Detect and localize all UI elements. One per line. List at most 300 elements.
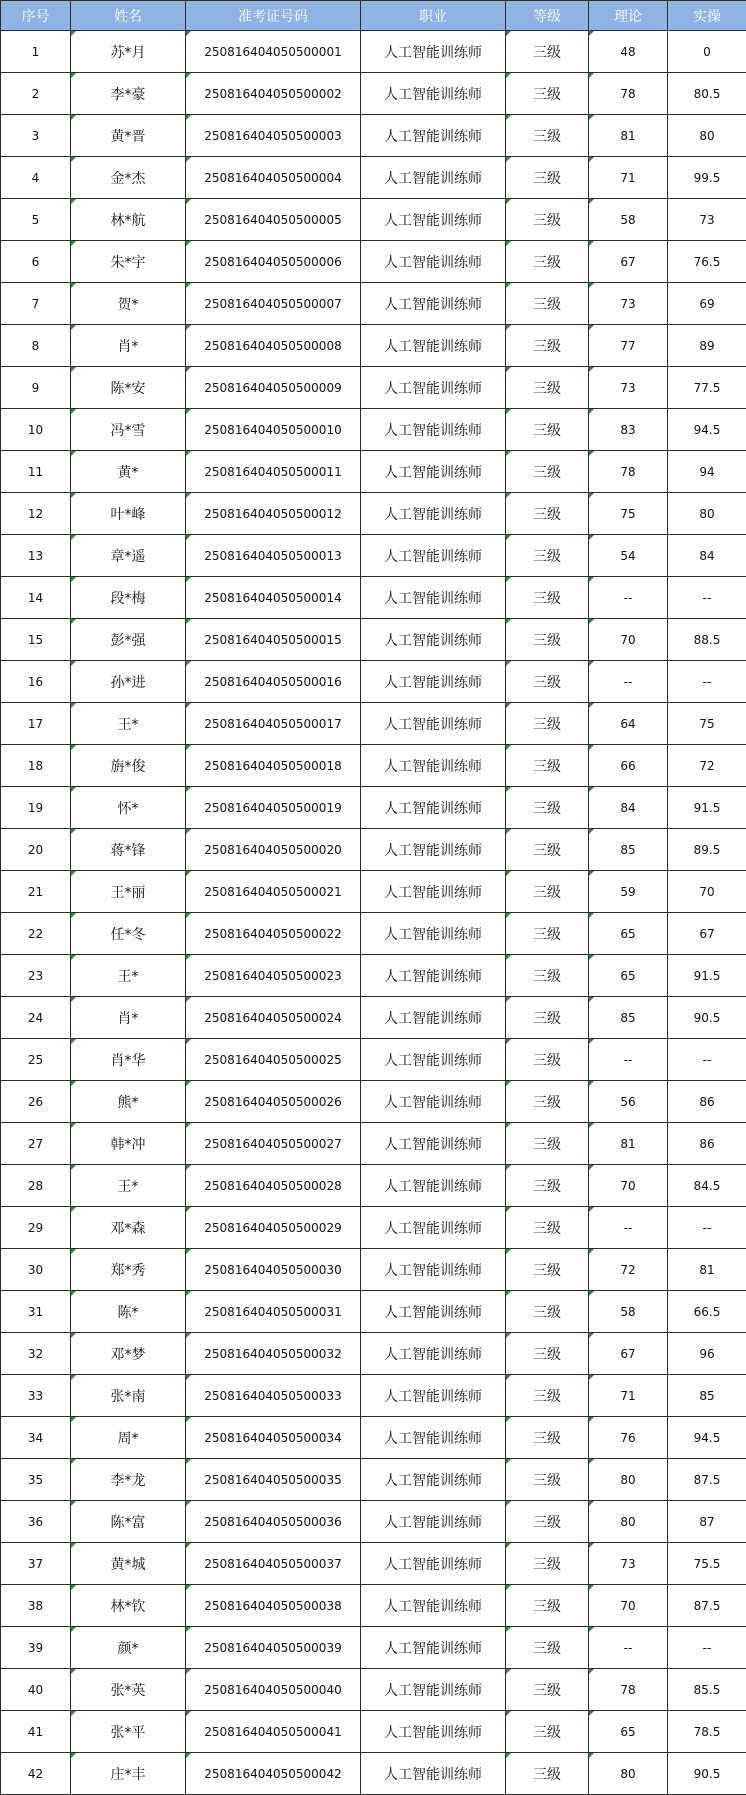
- cell-ticket-number: 250816404050500014: [186, 577, 361, 619]
- cell-name: 彭*强: [71, 619, 186, 661]
- cell-ticket-number: 250816404050500004: [186, 157, 361, 199]
- cell-practical: 81: [668, 1249, 746, 1291]
- cell-index: 5: [1, 199, 71, 241]
- table-row: [1, 1333, 746, 1375]
- cell-theory: 78: [589, 1669, 668, 1711]
- cell-name: 周*: [71, 1417, 186, 1459]
- cell-name: 孙*进: [71, 661, 186, 703]
- cell-name: 王*: [71, 1165, 186, 1207]
- cell-occupation: 人工智能训练师: [361, 829, 506, 871]
- cell-level: 三级: [506, 1417, 589, 1459]
- header-occupation: 职业: [361, 1, 506, 31]
- cell-occupation: 人工智能训练师: [361, 325, 506, 367]
- cell-level: 三级: [506, 31, 589, 73]
- cell-index: 7: [1, 283, 71, 325]
- cell-name: 金*杰: [71, 157, 186, 199]
- cell-practical: --: [668, 577, 746, 619]
- cell-level: 三级: [506, 1165, 589, 1207]
- cell-ticket-number: 250816404050500006: [186, 241, 361, 283]
- cell-theory: 78: [589, 73, 668, 115]
- cell-level: 三级: [506, 115, 589, 157]
- cell-practical: 80.5: [668, 73, 746, 115]
- cell-level: 三级: [506, 157, 589, 199]
- cell-name: 李*龙: [71, 1459, 186, 1501]
- cell-theory: 54: [589, 535, 668, 577]
- cell-practical: 89.5: [668, 829, 746, 871]
- table-row: [1, 745, 746, 787]
- cell-occupation: 人工智能训练师: [361, 1081, 506, 1123]
- cell-practical: 75.5: [668, 1543, 746, 1585]
- cell-name: 张*英: [71, 1669, 186, 1711]
- cell-level: 三级: [506, 997, 589, 1039]
- cell-level: 三级: [506, 577, 589, 619]
- cell-level: 三级: [506, 1039, 589, 1081]
- cell-theory: 58: [589, 1291, 668, 1333]
- cell-practical: --: [668, 1207, 746, 1249]
- table-row: [1, 703, 746, 745]
- table-row: [1, 325, 746, 367]
- cell-ticket-number: 250816404050500021: [186, 871, 361, 913]
- cell-level: 三级: [506, 1753, 589, 1795]
- table-row: [1, 577, 746, 619]
- cell-theory: 48: [589, 31, 668, 73]
- cell-occupation: 人工智能训练师: [361, 1711, 506, 1753]
- table-row: [1, 1627, 746, 1669]
- table-row: [1, 157, 746, 199]
- cell-name: 韩*冲: [71, 1123, 186, 1165]
- cell-name: 庄*丰: [71, 1753, 186, 1795]
- cell-level: 三级: [506, 1543, 589, 1585]
- cell-ticket-number: 250816404050500029: [186, 1207, 361, 1249]
- cell-level: 三级: [506, 1669, 589, 1711]
- cell-occupation: 人工智能训练师: [361, 745, 506, 787]
- cell-index: 3: [1, 115, 71, 157]
- table-row: [1, 1711, 746, 1753]
- cell-index: 36: [1, 1501, 71, 1543]
- cell-index: 32: [1, 1333, 71, 1375]
- cell-theory: --: [589, 661, 668, 703]
- cell-name: 叶*峰: [71, 493, 186, 535]
- cell-index: 13: [1, 535, 71, 577]
- cell-theory: 80: [589, 1459, 668, 1501]
- cell-occupation: 人工智能训练师: [361, 1501, 506, 1543]
- table-row: [1, 787, 746, 829]
- table-row: [1, 1249, 746, 1291]
- cell-occupation: 人工智能训练师: [361, 1585, 506, 1627]
- cell-index: 2: [1, 73, 71, 115]
- cell-name: 任*冬: [71, 913, 186, 955]
- cell-name: 林*钦: [71, 1585, 186, 1627]
- table-row: [1, 283, 746, 325]
- cell-occupation: 人工智能训练师: [361, 367, 506, 409]
- cell-name: 冯*雪: [71, 409, 186, 451]
- cell-practical: 84.5: [668, 1165, 746, 1207]
- cell-ticket-number: 250816404050500028: [186, 1165, 361, 1207]
- cell-level: 三级: [506, 199, 589, 241]
- cell-ticket-number: 250816404050500019: [186, 787, 361, 829]
- cell-index: 33: [1, 1375, 71, 1417]
- cell-theory: 71: [589, 157, 668, 199]
- cell-name: 肖*: [71, 997, 186, 1039]
- table-row: [1, 31, 746, 73]
- cell-index: 42: [1, 1753, 71, 1795]
- cell-level: 三级: [506, 1291, 589, 1333]
- cell-index: 11: [1, 451, 71, 493]
- cell-occupation: 人工智能训练师: [361, 1333, 506, 1375]
- cell-ticket-number: 250816404050500035: [186, 1459, 361, 1501]
- cell-ticket-number: 250816404050500042: [186, 1753, 361, 1795]
- cell-ticket-number: 250816404050500036: [186, 1501, 361, 1543]
- cell-theory: --: [589, 1039, 668, 1081]
- cell-occupation: 人工智能训练师: [361, 493, 506, 535]
- cell-level: 三级: [506, 1081, 589, 1123]
- cell-occupation: 人工智能训练师: [361, 1291, 506, 1333]
- cell-name: 邓*梦: [71, 1333, 186, 1375]
- cell-theory: 65: [589, 913, 668, 955]
- cell-occupation: 人工智能训练师: [361, 535, 506, 577]
- cell-level: 三级: [506, 493, 589, 535]
- cell-index: 19: [1, 787, 71, 829]
- cell-occupation: 人工智能训练师: [361, 955, 506, 997]
- cell-index: 37: [1, 1543, 71, 1585]
- cell-index: 12: [1, 493, 71, 535]
- cell-index: 16: [1, 661, 71, 703]
- cell-level: 三级: [506, 829, 589, 871]
- cell-index: 18: [1, 745, 71, 787]
- cell-ticket-number: 250816404050500027: [186, 1123, 361, 1165]
- cell-name: 苏*月: [71, 31, 186, 73]
- cell-level: 三级: [506, 1249, 589, 1291]
- cell-ticket-number: 250816404050500040: [186, 1669, 361, 1711]
- table-row: [1, 535, 746, 577]
- table-row: [1, 493, 746, 535]
- cell-ticket-number: 250816404050500013: [186, 535, 361, 577]
- table-row: [1, 367, 746, 409]
- cell-theory: 85: [589, 829, 668, 871]
- cell-occupation: 人工智能训练师: [361, 1249, 506, 1291]
- table-row: [1, 1375, 746, 1417]
- cell-practical: 88.5: [668, 619, 746, 661]
- cell-theory: 70: [589, 1585, 668, 1627]
- header-theory: 理论: [589, 1, 668, 31]
- table-row: [1, 1081, 746, 1123]
- cell-name: 蒋*锋: [71, 829, 186, 871]
- cell-theory: 73: [589, 367, 668, 409]
- cell-ticket-number: 250816404050500010: [186, 409, 361, 451]
- cell-level: 三级: [506, 451, 589, 493]
- cell-practical: 94.5: [668, 1417, 746, 1459]
- cell-occupation: 人工智能训练师: [361, 703, 506, 745]
- cell-ticket-number: 250816404050500026: [186, 1081, 361, 1123]
- cell-index: 40: [1, 1669, 71, 1711]
- cell-occupation: 人工智能训练师: [361, 1417, 506, 1459]
- cell-index: 28: [1, 1165, 71, 1207]
- cell-practical: --: [668, 1627, 746, 1669]
- table-row: [1, 199, 746, 241]
- cell-ticket-number: 250816404050500030: [186, 1249, 361, 1291]
- cell-level: 三级: [506, 1459, 589, 1501]
- cell-index: 21: [1, 871, 71, 913]
- cell-level: 三级: [506, 1333, 589, 1375]
- cell-level: 三级: [506, 955, 589, 997]
- table-row: [1, 1753, 746, 1795]
- cell-level: 三级: [506, 1501, 589, 1543]
- cell-level: 三级: [506, 1627, 589, 1669]
- cell-index: 23: [1, 955, 71, 997]
- cell-practical: 91.5: [668, 955, 746, 997]
- cell-ticket-number: 250816404050500041: [186, 1711, 361, 1753]
- cell-name: 郑*秀: [71, 1249, 186, 1291]
- cell-name: 黄*: [71, 451, 186, 493]
- cell-ticket-number: 250816404050500015: [186, 619, 361, 661]
- cell-theory: 56: [589, 1081, 668, 1123]
- cell-index: 1: [1, 31, 71, 73]
- cell-name: 陈*: [71, 1291, 186, 1333]
- cell-index: 30: [1, 1249, 71, 1291]
- cell-theory: --: [589, 577, 668, 619]
- cell-theory: 58: [589, 199, 668, 241]
- cell-theory: 67: [589, 241, 668, 283]
- cell-ticket-number: 250816404050500001: [186, 31, 361, 73]
- cell-occupation: 人工智能训练师: [361, 1123, 506, 1165]
- cell-occupation: 人工智能训练师: [361, 409, 506, 451]
- cell-index: 20: [1, 829, 71, 871]
- cell-practical: 70: [668, 871, 746, 913]
- cell-practical: 75: [668, 703, 746, 745]
- cell-practical: 85: [668, 1375, 746, 1417]
- cell-name: 肖*: [71, 325, 186, 367]
- cell-index: 6: [1, 241, 71, 283]
- cell-level: 三级: [506, 661, 589, 703]
- cell-occupation: 人工智能训练师: [361, 1375, 506, 1417]
- cell-name: 张*平: [71, 1711, 186, 1753]
- table-row: [1, 241, 746, 283]
- cell-ticket-number: 250816404050500023: [186, 955, 361, 997]
- cell-occupation: 人工智能训练师: [361, 1165, 506, 1207]
- cell-occupation: 人工智能训练师: [361, 661, 506, 703]
- cell-practical: 96: [668, 1333, 746, 1375]
- cell-occupation: 人工智能训练师: [361, 619, 506, 661]
- table-row: [1, 997, 746, 1039]
- cell-index: 24: [1, 997, 71, 1039]
- cell-occupation: 人工智能训练师: [361, 1207, 506, 1249]
- cell-practical: 77.5: [668, 367, 746, 409]
- cell-level: 三级: [506, 745, 589, 787]
- cell-ticket-number: 250816404050500024: [186, 997, 361, 1039]
- table-row: [1, 913, 746, 955]
- table-row: [1, 1669, 746, 1711]
- cell-level: 三级: [506, 409, 589, 451]
- cell-ticket-number: 250816404050500008: [186, 325, 361, 367]
- cell-ticket-number: 250816404050500009: [186, 367, 361, 409]
- cell-occupation: 人工智能训练师: [361, 577, 506, 619]
- cell-practical: 80: [668, 115, 746, 157]
- cell-name: 贺*: [71, 283, 186, 325]
- cell-ticket-number: 250816404050500034: [186, 1417, 361, 1459]
- table-row: [1, 829, 746, 871]
- cell-occupation: 人工智能训练师: [361, 1753, 506, 1795]
- table-row: [1, 955, 746, 997]
- cell-occupation: 人工智能训练师: [361, 283, 506, 325]
- cell-ticket-number: 250816404050500007: [186, 283, 361, 325]
- cell-index: 17: [1, 703, 71, 745]
- cell-ticket-number: 250816404050500032: [186, 1333, 361, 1375]
- cell-theory: 85: [589, 997, 668, 1039]
- cell-practical: 72: [668, 745, 746, 787]
- table-row: [1, 1207, 746, 1249]
- cell-practical: 66.5: [668, 1291, 746, 1333]
- cell-occupation: 人工智能训练师: [361, 913, 506, 955]
- cell-index: 8: [1, 325, 71, 367]
- table-row: [1, 1039, 746, 1081]
- table-row: [1, 1291, 746, 1333]
- cell-occupation: 人工智能训练师: [361, 787, 506, 829]
- cell-theory: 81: [589, 115, 668, 157]
- cell-name: 陈*安: [71, 367, 186, 409]
- cell-theory: 73: [589, 1543, 668, 1585]
- cell-practical: --: [668, 1039, 746, 1081]
- cell-level: 三级: [506, 1207, 589, 1249]
- cell-practical: 67: [668, 913, 746, 955]
- cell-index: 4: [1, 157, 71, 199]
- cell-practical: 87: [668, 1501, 746, 1543]
- cell-practical: 69: [668, 283, 746, 325]
- cell-name: 李*豪: [71, 73, 186, 115]
- cell-index: 26: [1, 1081, 71, 1123]
- cell-occupation: 人工智能训练师: [361, 73, 506, 115]
- cell-practical: 80: [668, 493, 746, 535]
- cell-ticket-number: 250816404050500011: [186, 451, 361, 493]
- cell-level: 三级: [506, 871, 589, 913]
- cell-index: 41: [1, 1711, 71, 1753]
- cell-practical: 84: [668, 535, 746, 577]
- table-row: [1, 1585, 746, 1627]
- cell-name: 旃*俊: [71, 745, 186, 787]
- cell-theory: 81: [589, 1123, 668, 1165]
- table-row: [1, 1417, 746, 1459]
- header-level: 等级: [506, 1, 589, 31]
- cell-theory: 71: [589, 1375, 668, 1417]
- cell-ticket-number: 250816404050500005: [186, 199, 361, 241]
- cell-occupation: 人工智能训练师: [361, 1669, 506, 1711]
- cell-theory: 78: [589, 451, 668, 493]
- cell-occupation: 人工智能训练师: [361, 1459, 506, 1501]
- cell-theory: 64: [589, 703, 668, 745]
- cell-practical: --: [668, 661, 746, 703]
- cell-practical: 0: [668, 31, 746, 73]
- cell-occupation: 人工智能训练师: [361, 157, 506, 199]
- cell-theory: 83: [589, 409, 668, 451]
- header-name: 姓名: [71, 1, 186, 31]
- cell-index: 10: [1, 409, 71, 451]
- cell-level: 三级: [506, 283, 589, 325]
- cell-theory: 76: [589, 1417, 668, 1459]
- cell-occupation: 人工智能训练师: [361, 199, 506, 241]
- cell-level: 三级: [506, 703, 589, 745]
- cell-theory: 70: [589, 1165, 668, 1207]
- cell-ticket-number: 250816404050500031: [186, 1291, 361, 1333]
- table-row: [1, 1501, 746, 1543]
- cell-level: 三级: [506, 1585, 589, 1627]
- cell-name: 怀*: [71, 787, 186, 829]
- cell-theory: --: [589, 1627, 668, 1669]
- cell-name: 段*梅: [71, 577, 186, 619]
- cell-practical: 86: [668, 1123, 746, 1165]
- cell-name: 朱*宇: [71, 241, 186, 283]
- cell-name: 黄*城: [71, 1543, 186, 1585]
- cell-theory: 67: [589, 1333, 668, 1375]
- cell-occupation: 人工智能训练师: [361, 871, 506, 913]
- cell-level: 三级: [506, 535, 589, 577]
- cell-theory: 70: [589, 619, 668, 661]
- cell-theory: 65: [589, 1711, 668, 1753]
- header-practical: 实操: [668, 1, 746, 31]
- cell-theory: 59: [589, 871, 668, 913]
- cell-theory: 72: [589, 1249, 668, 1291]
- cell-index: 39: [1, 1627, 71, 1669]
- cell-practical: 76.5: [668, 241, 746, 283]
- cell-level: 三级: [506, 787, 589, 829]
- cell-ticket-number: 250816404050500039: [186, 1627, 361, 1669]
- table-row: [1, 115, 746, 157]
- cell-name: 张*南: [71, 1375, 186, 1417]
- cell-practical: 90.5: [668, 1753, 746, 1795]
- table-row: [1, 1543, 746, 1585]
- cell-ticket-number: 250816404050500022: [186, 913, 361, 955]
- cell-occupation: 人工智能训练师: [361, 451, 506, 493]
- cell-theory: 75: [589, 493, 668, 535]
- cell-practical: 87.5: [668, 1459, 746, 1501]
- table-row: [1, 73, 746, 115]
- cell-practical: 87.5: [668, 1585, 746, 1627]
- cell-name: 王*: [71, 955, 186, 997]
- cell-name: 陈*富: [71, 1501, 186, 1543]
- cell-occupation: 人工智能训练师: [361, 31, 506, 73]
- cell-name: 熊*: [71, 1081, 186, 1123]
- cell-index: 31: [1, 1291, 71, 1333]
- cell-name: 邓*森: [71, 1207, 186, 1249]
- cell-index: 38: [1, 1585, 71, 1627]
- cell-index: 27: [1, 1123, 71, 1165]
- table-row: [1, 619, 746, 661]
- cell-practical: 94: [668, 451, 746, 493]
- cell-ticket-number: 250816404050500017: [186, 703, 361, 745]
- cell-theory: 73: [589, 283, 668, 325]
- cell-occupation: 人工智能训练师: [361, 1039, 506, 1081]
- cell-level: 三级: [506, 913, 589, 955]
- cell-index: 9: [1, 367, 71, 409]
- cell-practical: 99.5: [668, 157, 746, 199]
- cell-occupation: 人工智能训练师: [361, 1543, 506, 1585]
- cell-name: 王*丽: [71, 871, 186, 913]
- cell-ticket-number: 250816404050500018: [186, 745, 361, 787]
- cell-practical: 94.5: [668, 409, 746, 451]
- cell-ticket-number: 250816404050500016: [186, 661, 361, 703]
- cell-theory: --: [589, 1207, 668, 1249]
- table-row: [1, 451, 746, 493]
- cell-practical: 89: [668, 325, 746, 367]
- table-row: [1, 661, 746, 703]
- cell-index: 35: [1, 1459, 71, 1501]
- cell-level: 三级: [506, 73, 589, 115]
- cell-index: 29: [1, 1207, 71, 1249]
- cell-practical: 86: [668, 1081, 746, 1123]
- cell-name: 章*遥: [71, 535, 186, 577]
- cell-name: 黄*晋: [71, 115, 186, 157]
- cell-practical: 73: [668, 199, 746, 241]
- cell-level: 三级: [506, 1711, 589, 1753]
- cell-level: 三级: [506, 1123, 589, 1165]
